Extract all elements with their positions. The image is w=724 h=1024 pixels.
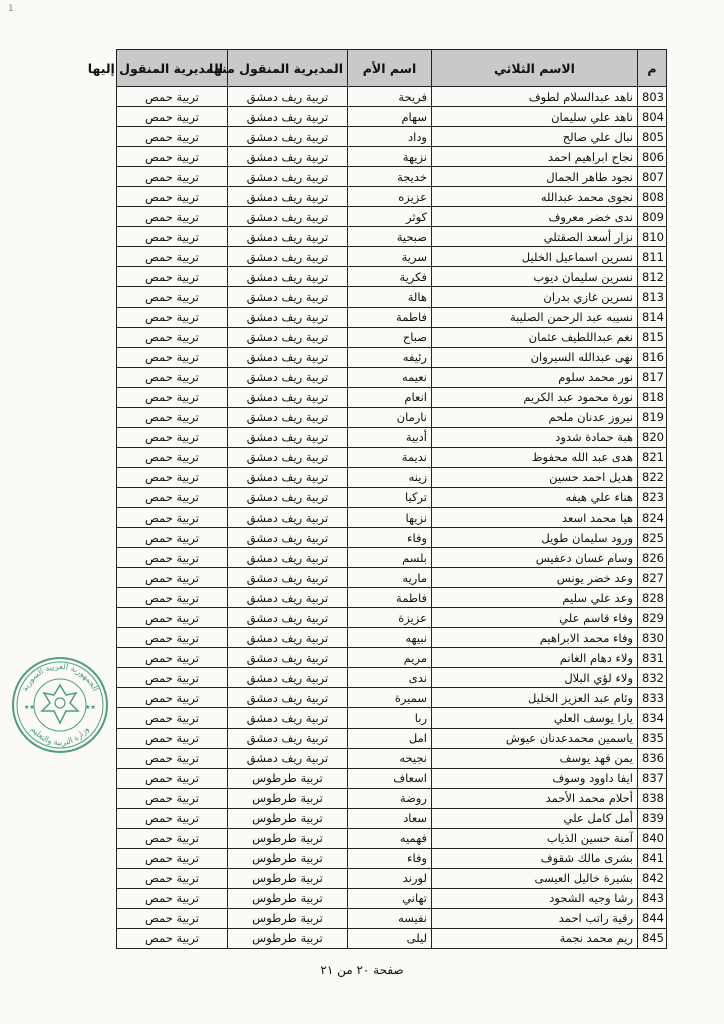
cell-mother: أدبية (348, 427, 432, 447)
cell-mother: تركيا (348, 487, 432, 507)
table-row (117, 207, 667, 227)
cell-mother: سهام (348, 107, 432, 127)
cell-to: تربية حمص (117, 207, 228, 227)
table-row (117, 407, 667, 427)
table-row (117, 227, 667, 247)
cell-num: 806 (638, 147, 667, 167)
table-row (117, 568, 667, 588)
cell-name: نهى عبدالله السيروان (432, 347, 638, 367)
cell-mother: صباح (348, 327, 432, 347)
cell-name: نسرين غازي بدران (432, 287, 638, 307)
cell-num: 832 (638, 668, 667, 688)
cell-num: 816 (638, 347, 667, 367)
cell-from: تربية ريف دمشق (228, 608, 348, 628)
cell-to: تربية حمص (117, 307, 228, 327)
cell-name: وسام غسان دعفيس (432, 548, 638, 568)
cell-to: تربية حمص (117, 287, 228, 307)
cell-to: تربية حمص (117, 768, 228, 788)
cell-num: 841 (638, 848, 667, 868)
cell-mother: رئيفه (348, 347, 432, 367)
cell-to: تربية حمص (117, 267, 228, 287)
table-row (117, 507, 667, 527)
cell-from: تربية طرطوس (228, 928, 348, 948)
cell-name: نور محمد سلوم (432, 367, 638, 387)
cell-name: ياسمين محمدعدنان عيوش (432, 728, 638, 748)
cell-num: 821 (638, 447, 667, 467)
cell-to: تربية حمص (117, 888, 228, 908)
cell-name: نورة محمود عبد الكريم (432, 387, 638, 407)
table-row (117, 648, 667, 668)
cell-to: تربية حمص (117, 688, 228, 708)
cell-to: تربية حمص (117, 227, 228, 247)
table-row (117, 908, 667, 928)
header-num: م (638, 50, 667, 87)
cell-from: تربية طرطوس (228, 808, 348, 828)
cell-name: بشيرة خاليل العيسى (432, 868, 638, 888)
table-row (117, 127, 667, 147)
cell-from: تربية ريف دمشق (228, 107, 348, 127)
cell-name: نبال علي صالح (432, 127, 638, 147)
cell-mother: انعام (348, 387, 432, 407)
cell-from: تربية ريف دمشق (228, 87, 348, 107)
cell-mother: سعاد (348, 808, 432, 828)
cell-name: وئام عبد العزيز الخليل (432, 688, 638, 708)
page-number: صفحة ٢٠ من ٢١ (320, 963, 404, 977)
cell-mother: نزيهة (348, 147, 432, 167)
cell-to: تربية حمص (117, 107, 228, 127)
cell-from: تربية ريف دمشق (228, 267, 348, 287)
table-row (117, 868, 667, 888)
cell-mother: فريحة (348, 87, 432, 107)
cell-mother: عزيزه (348, 187, 432, 207)
cell-from: تربية ريف دمشق (228, 568, 348, 588)
cell-num: 826 (638, 548, 667, 568)
cell-num: 812 (638, 267, 667, 287)
table-row (117, 928, 667, 948)
table-row (117, 728, 667, 748)
cell-num: 805 (638, 127, 667, 147)
cell-name: رقية راتب احمد (432, 908, 638, 928)
table-row (117, 548, 667, 568)
cell-num: 829 (638, 608, 667, 628)
svg-text:★★: ★★ (24, 704, 35, 711)
table-row (117, 167, 667, 187)
cell-name: يارا يوسف العلي (432, 708, 638, 728)
cell-from: تربية ريف دمشق (228, 548, 348, 568)
table-row (117, 708, 667, 728)
table-row (117, 808, 667, 828)
cell-to: تربية حمص (117, 427, 228, 447)
cell-from: تربية ريف دمشق (228, 487, 348, 507)
table-row (117, 287, 667, 307)
cell-name: نسرين سليمان ديوب (432, 267, 638, 287)
cell-to: تربية حمص (117, 487, 228, 507)
seal-inner-text: وزارة التربية والتعليم (29, 724, 91, 748)
cell-name: وفاء محمد الابراهيم (432, 628, 638, 648)
cell-from: تربية طرطوس (228, 868, 348, 888)
cell-num: 803 (638, 87, 667, 107)
cell-num: 807 (638, 167, 667, 187)
cell-name: هيا محمد اسعد (432, 507, 638, 527)
cell-to: تربية حمص (117, 648, 228, 668)
cell-from: تربية ريف دمشق (228, 347, 348, 367)
cell-num: 828 (638, 588, 667, 608)
cell-num: 843 (638, 888, 667, 908)
cell-mother: كوثر (348, 207, 432, 227)
cell-from: تربية طرطوس (228, 828, 348, 848)
cell-name: بشرى مالك شقوف (432, 848, 638, 868)
table-row (117, 247, 667, 267)
cell-name: يمن فهد يوسف (432, 748, 638, 768)
cell-mother: تهاني (348, 888, 432, 908)
cell-name: أمل كامل علي (432, 808, 638, 828)
cell-to: تربية حمص (117, 628, 228, 648)
cell-num: 818 (638, 387, 667, 407)
header-row (117, 50, 667, 87)
cell-num: 815 (638, 327, 667, 347)
cell-name: رشا وجيه الشحود (432, 888, 638, 908)
cell-from: تربية ريف دمشق (228, 147, 348, 167)
table-body (117, 87, 667, 949)
cell-from: تربية ريف دمشق (228, 628, 348, 648)
cell-num: 811 (638, 247, 667, 267)
cell-name: آمنة حسين الذياب (432, 828, 638, 848)
cell-from: تربية ريف دمشق (228, 227, 348, 247)
page-corner-mark: 1 (8, 4, 14, 14)
cell-name: هديل احمد حسين (432, 467, 638, 487)
cell-name: ورود سليمان طويل (432, 528, 638, 548)
cell-name: نسرين اسماعيل الخليل (432, 247, 638, 267)
cell-mother: صبحية (348, 227, 432, 247)
transfer-table (87, 49, 667, 949)
cell-mother: نبيهه (348, 628, 432, 648)
cell-num: 825 (638, 528, 667, 548)
cell-name: ولاء لؤي البلال (432, 668, 638, 688)
cell-to: تربية حمص (117, 167, 228, 187)
table-row (117, 748, 667, 768)
cell-from: تربية ريف دمشق (228, 668, 348, 688)
cell-from: تربية ريف دمشق (228, 207, 348, 227)
cell-name: نجوى محمد عبدالله (432, 187, 638, 207)
cell-from: تربية ريف دمشق (228, 187, 348, 207)
cell-name: نيروز عدنان ملحم (432, 407, 638, 427)
table-row (117, 848, 667, 868)
cell-to: تربية حمص (117, 467, 228, 487)
cell-mother: وفاء (348, 848, 432, 868)
cell-num: 834 (638, 708, 667, 728)
cell-to: تربية حمص (117, 748, 228, 768)
cell-name: ندى خضر معروف (432, 207, 638, 227)
cell-mother: نزيها (348, 507, 432, 527)
cell-mother: عزيزة (348, 608, 432, 628)
header-from: المديرية المنقول منها (228, 50, 348, 87)
cell-name: نغم عبداللطيف عثمان (432, 327, 638, 347)
cell-name: ناهد عبدالسلام لطوف (432, 87, 638, 107)
cell-mother: وداد (348, 127, 432, 147)
table-row (117, 187, 667, 207)
table-row (117, 367, 667, 387)
table-row (117, 788, 667, 808)
cell-name: نسيبه عبد الرحمن الصليبة (432, 307, 638, 327)
cell-num: 844 (638, 908, 667, 928)
cell-num: 831 (638, 648, 667, 668)
cell-num: 830 (638, 628, 667, 648)
cell-from: تربية ريف دمشق (228, 507, 348, 527)
cell-from: تربية ريف دمشق (228, 167, 348, 187)
table-row (117, 447, 667, 467)
cell-name: نجود طاهر الجمال (432, 167, 638, 187)
cell-num: 813 (638, 287, 667, 307)
cell-from: تربية طرطوس (228, 768, 348, 788)
cell-to: تربية حمص (117, 788, 228, 808)
cell-from: تربية ريف دمشق (228, 327, 348, 347)
cell-mother: فهميه (348, 828, 432, 848)
cell-num: 814 (638, 307, 667, 327)
cell-name: هبة حمادة شدود (432, 427, 638, 447)
cell-mother: لورند (348, 868, 432, 888)
cell-to: تربية حمص (117, 568, 228, 588)
cell-mother: فاطمة (348, 307, 432, 327)
cell-from: تربية ريف دمشق (228, 407, 348, 427)
cell-to: تربية حمص (117, 668, 228, 688)
cell-name: وعد خضر يونس (432, 568, 638, 588)
cell-name: ناهد علي سليمان (432, 107, 638, 127)
seal-outer-text: الجمهورية العربية السورية (20, 661, 100, 693)
table-row (117, 87, 667, 107)
table-row (117, 628, 667, 648)
cell-mother: ندى (348, 668, 432, 688)
cell-from: تربية ريف دمشق (228, 708, 348, 728)
cell-from: تربية ريف دمشق (228, 748, 348, 768)
cell-mother: سرية (348, 247, 432, 267)
table-row (117, 608, 667, 628)
cell-name: وفاء قاسم علي (432, 608, 638, 628)
cell-mother: اسعاف (348, 768, 432, 788)
cell-to: تربية حمص (117, 187, 228, 207)
cell-name: نزار أسعد الصقتلي (432, 227, 638, 247)
cell-num: 823 (638, 487, 667, 507)
cell-from: تربية ريف دمشق (228, 247, 348, 267)
cell-to: تربية حمص (117, 247, 228, 267)
cell-from: تربية ريف دمشق (228, 427, 348, 447)
cell-num: 837 (638, 768, 667, 788)
cell-to: تربية حمص (117, 87, 228, 107)
cell-num: 810 (638, 227, 667, 247)
cell-mother: روضة (348, 788, 432, 808)
cell-from: تربية ريف دمشق (228, 287, 348, 307)
cell-to: تربية حمص (117, 407, 228, 427)
cell-to: تربية حمص (117, 447, 228, 467)
table-row (117, 668, 667, 688)
table-row (117, 828, 667, 848)
cell-name: أحلام محمد الأحمد (432, 788, 638, 808)
cell-num: 819 (638, 407, 667, 427)
table-row (117, 768, 667, 788)
cell-name: ايفا داوود وسوف (432, 768, 638, 788)
cell-from: تربية طرطوس (228, 908, 348, 928)
cell-to: تربية حمص (117, 728, 228, 748)
header-to: المديرية المنقول إليها (117, 50, 228, 87)
cell-from: تربية ريف دمشق (228, 648, 348, 668)
cell-num: 808 (638, 187, 667, 207)
cell-mother: فاطمة (348, 588, 432, 608)
cell-num: 833 (638, 688, 667, 708)
cell-to: تربية حمص (117, 868, 228, 888)
table-row (117, 467, 667, 487)
cell-from: تربية طرطوس (228, 848, 348, 868)
cell-from: تربية ريف دمشق (228, 127, 348, 147)
cell-num: 824 (638, 507, 667, 527)
cell-mother: نارمان (348, 407, 432, 427)
table-row (117, 267, 667, 287)
cell-mother: بلسم (348, 548, 432, 568)
cell-mother: نجيحه (348, 748, 432, 768)
ministry-seal-icon (10, 655, 110, 755)
cell-to: تربية حمص (117, 507, 228, 527)
cell-from: تربية ريف دمشق (228, 528, 348, 548)
cell-num: 820 (638, 427, 667, 447)
svg-text:وزارة التربية والتعليم (29, 725, 90, 747)
table-row (117, 347, 667, 367)
cell-mother: فكرية (348, 267, 432, 287)
cell-mother: نديمة (348, 447, 432, 467)
cell-num: 827 (638, 568, 667, 588)
cell-name: ريم محمد نجمة (432, 928, 638, 948)
cell-name: وعد علي سليم (432, 588, 638, 608)
cell-mother: ليلى (348, 928, 432, 948)
table-header (87, 50, 667, 87)
cell-num: 845 (638, 928, 667, 948)
cell-mother: هالة (348, 287, 432, 307)
cell-to: تربية حمص (117, 828, 228, 848)
cell-num: 835 (638, 728, 667, 748)
cell-to: تربية حمص (117, 147, 228, 167)
cell-num: 817 (638, 367, 667, 387)
table-row (117, 688, 667, 708)
table-row (117, 528, 667, 548)
cell-to: تربية حمص (117, 127, 228, 147)
table-row (117, 888, 667, 908)
cell-num: 840 (638, 828, 667, 848)
cell-name: ولاء دهام الغانم (432, 648, 638, 668)
cell-from: تربية طرطوس (228, 788, 348, 808)
cell-to: تربية حمص (117, 528, 228, 548)
table-row (117, 427, 667, 447)
table-row (117, 307, 667, 327)
cell-mother: زينه (348, 467, 432, 487)
cell-to: تربية حمص (117, 548, 228, 568)
cell-mother: نفيسه (348, 908, 432, 928)
cell-name: نجاح ابراهيم احمد (432, 147, 638, 167)
cell-num: 822 (638, 467, 667, 487)
cell-from: تربية ريف دمشق (228, 688, 348, 708)
cell-to: تربية حمص (117, 608, 228, 628)
cell-to: تربية حمص (117, 387, 228, 407)
cell-from: تربية ريف دمشق (228, 588, 348, 608)
cell-from: تربية ريف دمشق (228, 387, 348, 407)
cell-num: 804 (638, 107, 667, 127)
cell-to: تربية حمص (117, 808, 228, 828)
svg-text:★★: ★★ (85, 704, 96, 711)
cell-from: تربية ريف دمشق (228, 447, 348, 467)
cell-from: تربية ريف دمشق (228, 367, 348, 387)
cell-to: تربية حمص (117, 327, 228, 347)
cell-to: تربية حمص (117, 848, 228, 868)
cell-name: هناء علي هيفه (432, 487, 638, 507)
cell-mother: خديجة (348, 167, 432, 187)
cell-mother: مريم (348, 648, 432, 668)
cell-from: تربية ريف دمشق (228, 467, 348, 487)
cell-to: تربية حمص (117, 347, 228, 367)
cell-mother: امل (348, 728, 432, 748)
cell-num: 838 (638, 788, 667, 808)
header-name: الاسم الثلاثي (432, 50, 638, 87)
header-mother: اسم الأم (348, 50, 432, 87)
cell-mother: نعيمه (348, 367, 432, 387)
cell-mother: سميرة (348, 688, 432, 708)
table-row (117, 487, 667, 507)
cell-mother: وفاء (348, 528, 432, 548)
cell-from: تربية ريف دمشق (228, 307, 348, 327)
table-row (117, 387, 667, 407)
table-row (117, 588, 667, 608)
cell-from: تربية ريف دمشق (228, 728, 348, 748)
cell-to: تربية حمص (117, 908, 228, 928)
cell-num: 809 (638, 207, 667, 227)
cell-num: 842 (638, 868, 667, 888)
table-row (117, 107, 667, 127)
cell-to: تربية حمص (117, 588, 228, 608)
cell-to: تربية حمص (117, 708, 228, 728)
cell-num: 836 (638, 748, 667, 768)
cell-mother: ماريه (348, 568, 432, 588)
cell-mother: ربا (348, 708, 432, 728)
cell-to: تربية حمص (117, 367, 228, 387)
cell-num: 839 (638, 808, 667, 828)
cell-to: تربية حمص (117, 928, 228, 948)
table-row (117, 147, 667, 167)
table-row (117, 327, 667, 347)
cell-name: هدى عبد الله محفوظ (432, 447, 638, 467)
cell-from: تربية طرطوس (228, 888, 348, 908)
